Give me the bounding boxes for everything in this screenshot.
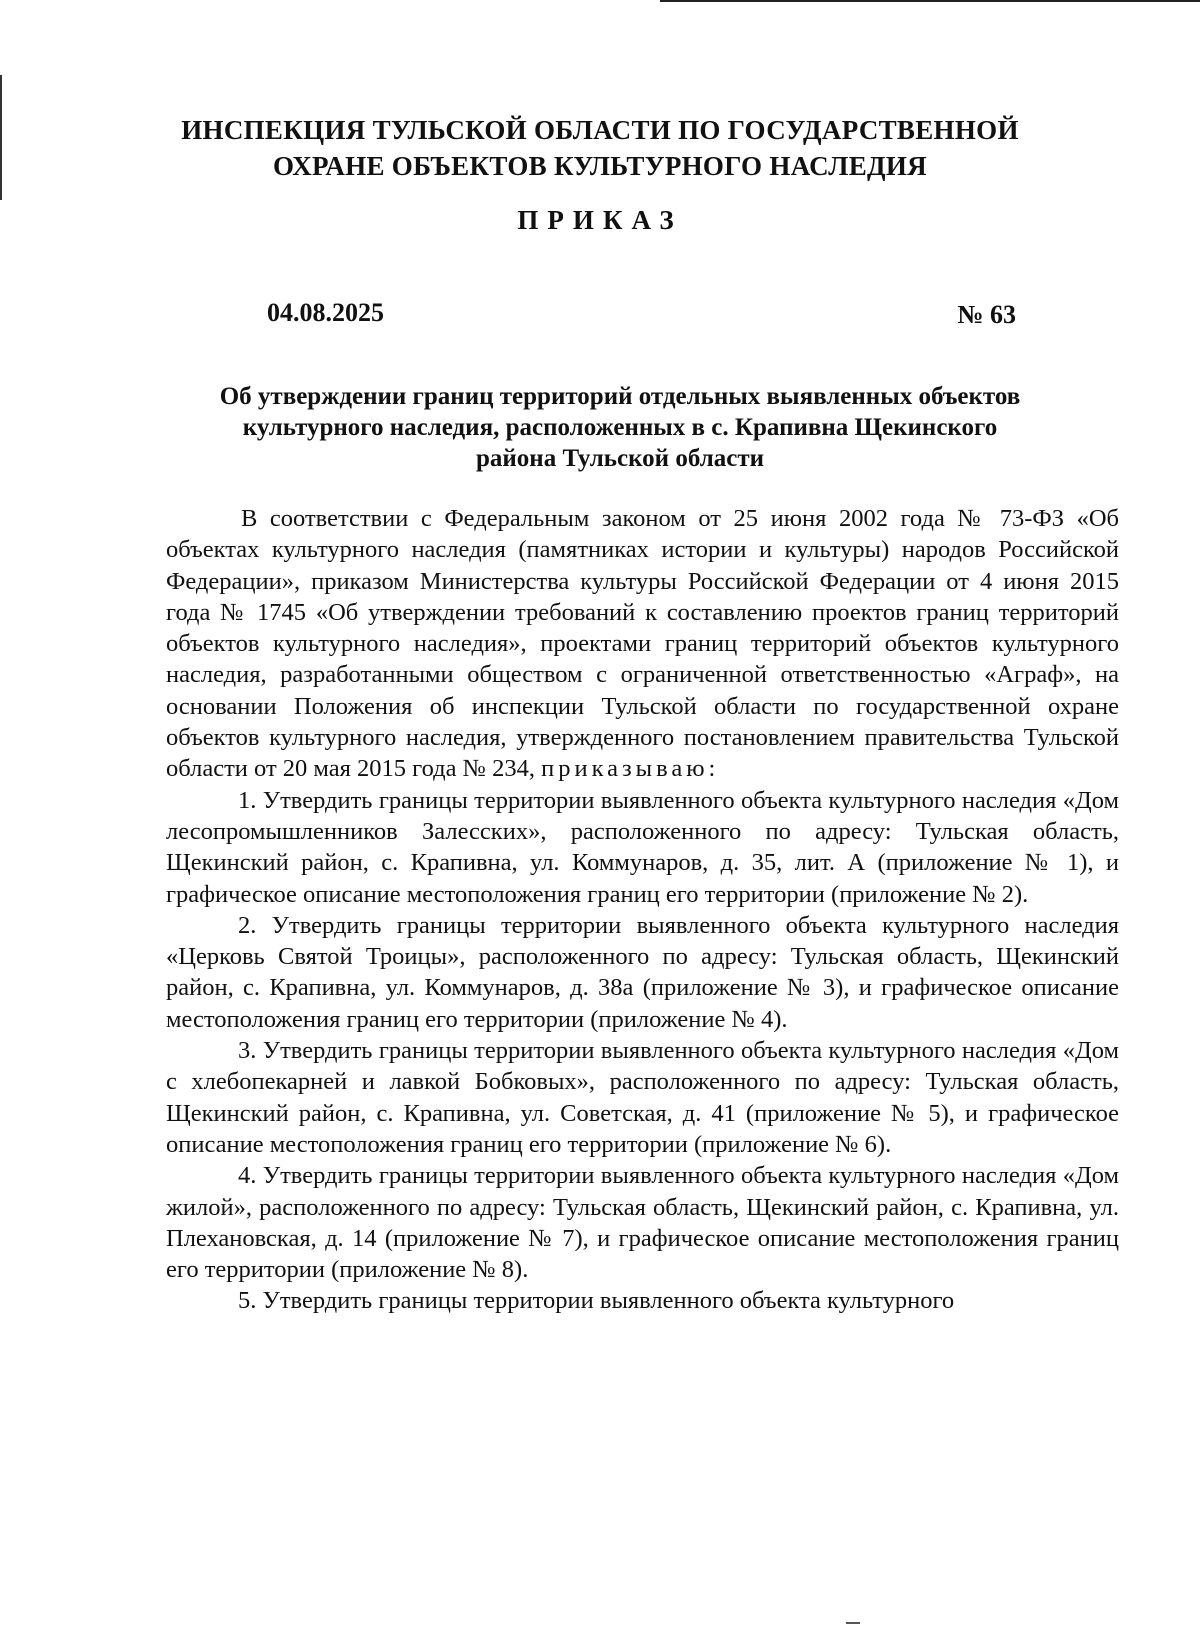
- scan-edge-left: [0, 75, 2, 200]
- order-subject-line-1: Об утверждении границ территорий отдельных выявленных объектов: [219, 383, 1021, 410]
- order-subject: [140, 381, 1100, 474]
- order-directive: приказываю:: [541, 755, 720, 783]
- order-title: ПРИКАЗ: [517, 205, 683, 235]
- order-item-2: 2. Утвердить границы территории выявленного объекта культурного наследия «Церковь Святой Троицы», расположенного по адресу: Тульская область, Щекинский район, с. Крапивна, ул. Коммунаров, д. 38а (приложение № 3), и графическое описание местоположения границ его территории (приложение № 4).: [166, 911, 1119, 1033]
- preamble-text: В соответствии с Федеральным законом от 25 июня 2002 года № 73-ФЗ «Об объектах культурного наследия (памятниках истории и культуры) народов Российской Федерации», приказом Министерства культуры Российской Федерации от 4 июня 2015 года № 1745 «Об утверждении требований к составлению проектов границ территорий объектов культурного наследия», проектами границ территорий объектов культурного наследия, разработанными обществом с ограниченной ответственностью «Аграф», на основании Положения об инспекции Тульской области по государственной охране объектов культурного наследия, утвержденного постановлением правительства Тульской области от 20 мая 2015 года № 234,: [166, 505, 1119, 783]
- order-item-4: 4. Утвердить границы территории выявленного объекта культурного наследия «Дом жилой», расположенного по адресу: Тульская область, Щекинский район, с. Крапивна, ул. Плехановская, д. 14 (приложение № 7), и графическое описание местоположения границ его территории (приложение № 8).: [166, 1162, 1119, 1284]
- order-number: № 63: [957, 300, 1016, 329]
- scan-edge-top: [660, 0, 1200, 2]
- organization-header-line-2: ОХРАНЕ ОБЪЕКТОВ КУЛЬТУРНОГО НАСЛЕДИЯ: [273, 151, 927, 181]
- order-subject-line-3: района Тульской области: [475, 445, 765, 472]
- order-item-5: 5. Утвердить границы территории выявленного объекта культурного: [238, 1287, 955, 1315]
- organization-header: [100, 112, 1100, 184]
- order-item-1: 1. Утвердить границы территории выявленного объекта культурного наследия «Дом лесопромышленников Залесских», расположенного по адресу: Тульская область, Щекинский район, с. Крапивна, ул. Коммунаров, д. 35, лит. А (приложение № 1), и графическое описание местоположения границ его территории (приложение № 2).: [166, 786, 1119, 908]
- order-date: 04.08.2025: [267, 298, 384, 327]
- order-item-3: 3. Утвердить границы территории выявленного объекта культурного наследия «Дом с хлебопекарней и лавкой Бобковых», расположенного по адресу: Тульская область, Щекинский район, с. Крапивна, ул. Советская, д. 41 (приложение № 5), и графическое описание местоположения границ его территории (приложение № 6).: [166, 1037, 1119, 1158]
- scan-speck: [846, 1622, 860, 1624]
- order-subject-line-2: культурного наследия, расположенных в с. Крапивна Щекинского: [242, 414, 998, 441]
- order-body: [166, 503, 1119, 1317]
- organization-header-line-1: ИНСПЕКЦИЯ ТУЛЬСКОЙ ОБЛАСТИ ПО ГОСУДАРСТВЕННОЙ: [181, 115, 1019, 145]
- preamble-paragraph: [166, 503, 1119, 785]
